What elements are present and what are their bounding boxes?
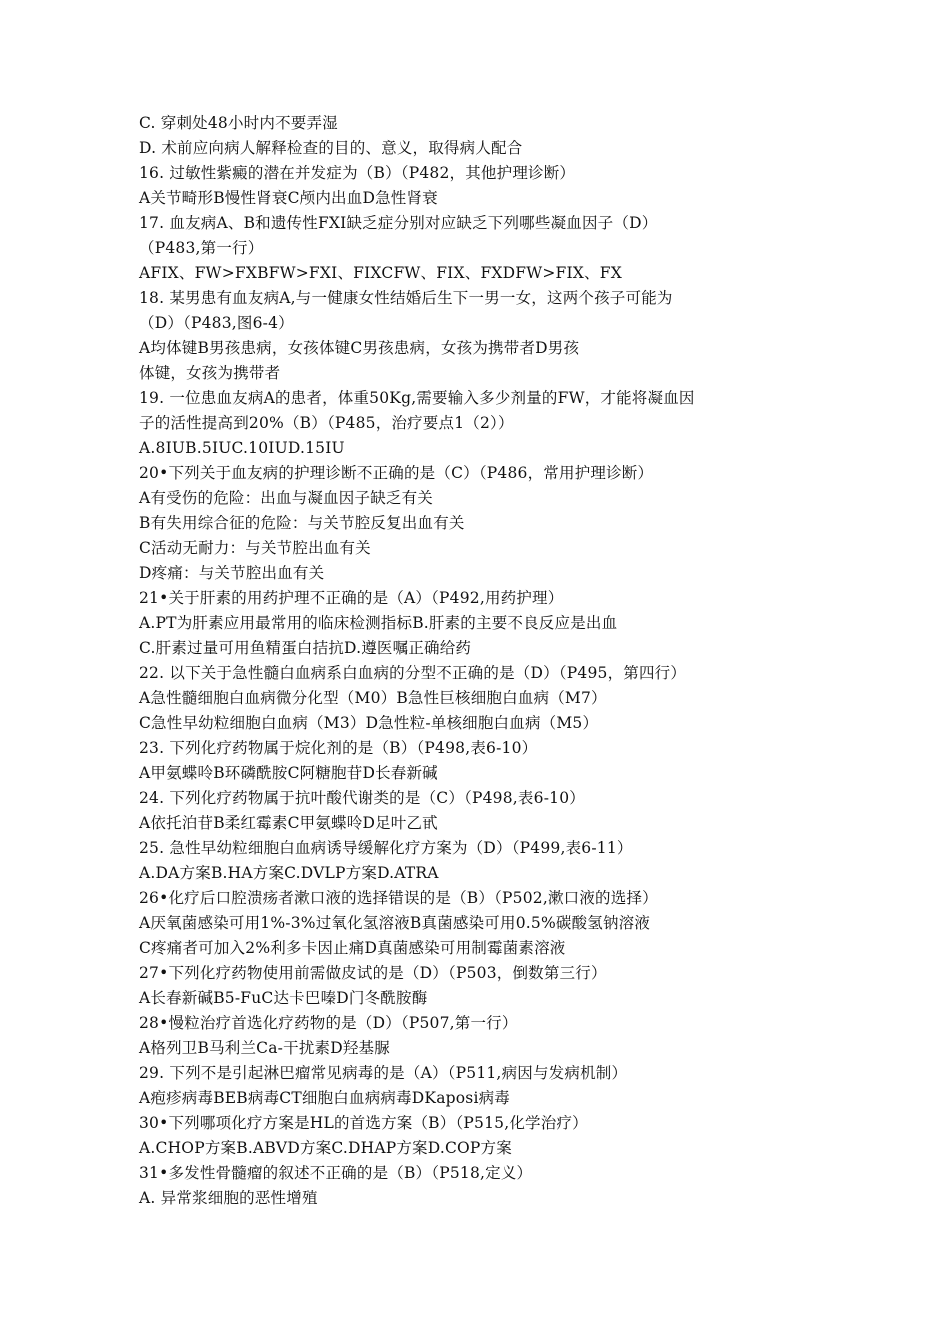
text-line: （D）（P483,图6-4） [139, 314, 294, 332]
text-line: A. 异常浆细胞的恶性增殖 [139, 1189, 318, 1207]
text-line: AFIX、FW>FXBFW>FXI、FIXCFW、FIX、FXDFW>FIX、FX [139, 264, 622, 282]
text-line: A厌氧菌感染可用1%-3%过氧化氢溶液B真菌感染可用0.5%碳酸氢钠溶液 [139, 914, 651, 932]
text-line: 17. 血友病A、B和遗传性FXI缺乏症分别对应缺乏下列哪些凝血因子（D） [139, 214, 658, 232]
text-line: A.CHOP方案B.ABVD方案C.DHAP方案D.COP方案 [139, 1139, 512, 1157]
text-line: 24. 下列化疗药物属于抗叶酸代谢类的是（C）（P498,表6-10） [139, 789, 585, 807]
text-line: A依托泊苷B柔红霉素C甲氨蝶呤D足叶乙甙 [139, 814, 438, 832]
text-line: （P483,第一行） [139, 239, 264, 257]
text-line: A.DA方案B.HA方案C.DVLP方案D.ATRA [139, 864, 439, 882]
text-line: A格列卫B马利兰Ca-干扰素D羟基脲 [139, 1039, 390, 1057]
text-line: A.8IUB.5IUC.10IUD.15IU [139, 439, 345, 457]
text-line: A.PT为肝素应用最常用的临床检测指标B.肝素的主要不良反应是出血 [139, 614, 618, 632]
text-line: 19. 一位患血友病A的患者，体重50Kg,需要输入多少剂量的FW，才能将凝血因 [139, 389, 695, 407]
text-line: D疼痛：与关节腔出血有关 [139, 564, 325, 582]
text-line: 29. 下列不是引起淋巴瘤常见病毒的是（A）（P511,病因与发病机制） [139, 1064, 628, 1082]
text-body [139, 111, 839, 1211]
text-line: A急性髓细胞白血病微分化型（M0）B急性巨核细胞白血病（M7） [139, 689, 607, 707]
text-line: A均体键B男孩患病，女孩体键C男孩患病，女孩为携带者D男孩 [139, 339, 580, 357]
text-line: 体键，女孩为携带者 [139, 364, 281, 382]
text-line: C. 穿刺处48小时内不要弄湿 [139, 114, 338, 132]
text-line: 28•慢粒治疗首选化疗药物的是（D）（P507,第一行） [139, 1014, 518, 1032]
text-line: C活动无耐力：与关节腔出血有关 [139, 539, 371, 557]
text-line: 25. 急性早幼粒细胞白血病诱导缓解化疗方案为（D）（P499,表6-11） [139, 839, 633, 857]
text-line: 22. 以下关于急性髓白血病系白血病的分型不正确的是（D）（P495，第四行） [139, 664, 687, 682]
text-line: C疼痛者可加入2%利多卡因止痛D真菌感染可用制霉菌素溶液 [139, 939, 566, 957]
text-line: 31•多发性骨髓瘤的叙述不正确的是（B）（P518,定义） [139, 1164, 533, 1182]
text-line: C.肝素过量可用鱼精蛋白拮抗D.遵医嘱正确给药 [139, 639, 472, 657]
text-line: A甲氨蝶呤B环磷酰胺C阿糖胞苷D长春新碱 [139, 764, 438, 782]
text-line: 21•关于肝素的用药护理不正确的是（A）（P492,用药护理） [139, 589, 564, 607]
text-line: 16. 过敏性紫癜的潜在并发症为（B）（P482，其他护理诊断） [139, 164, 576, 182]
text-line: A长春新碱B5-FuC达卡巴嗪D门冬酰胺酶 [139, 989, 428, 1007]
text-line: 30•下列哪项化疗方案是HL的首选方案（B）（P515,化学治疗） [139, 1114, 588, 1132]
text-line: A关节畸形B慢性肾衰C颅内出血D急性肾衰 [139, 189, 438, 207]
text-line: 18. 某男患有血友病A,与一健康女性结婚后生下一男一女，这两个孩子可能为 [139, 289, 673, 307]
text-line: 子的活性提高到20%（B）（P485，治疗要点1（2）） [139, 414, 514, 432]
text-line: D. 术前应向病人解释检查的目的、意义，取得病人配合 [139, 139, 523, 157]
text-line: 23. 下列化疗药物属于烷化剂的是（B）（P498,表6-10） [139, 739, 538, 757]
text-line: B有失用综合征的危险：与关节腔反复出血有关 [139, 514, 465, 532]
text-line: 26•化疗后口腔溃疡者漱口液的选择错误的是（B）（P502,漱口液的选择） [139, 889, 658, 907]
text-line: 27•下列化疗药物使用前需做皮试的是（D）（P503，倒数第三行） [139, 964, 607, 982]
text-line: A疱疹病毒BEB病毒CT细胞白血病病毒DKaposi病毒 [139, 1089, 511, 1107]
text-line: 20•下列关于血友病的护理诊断不正确的是（C）（P486，常用护理诊断） [139, 464, 654, 482]
text-line: A有受伤的危险：出血与凝血因子缺乏有关 [139, 489, 433, 507]
text-line: C急性早幼粒细胞白血病（M3）D急性粒-单核细胞白血病（M5） [139, 714, 599, 732]
